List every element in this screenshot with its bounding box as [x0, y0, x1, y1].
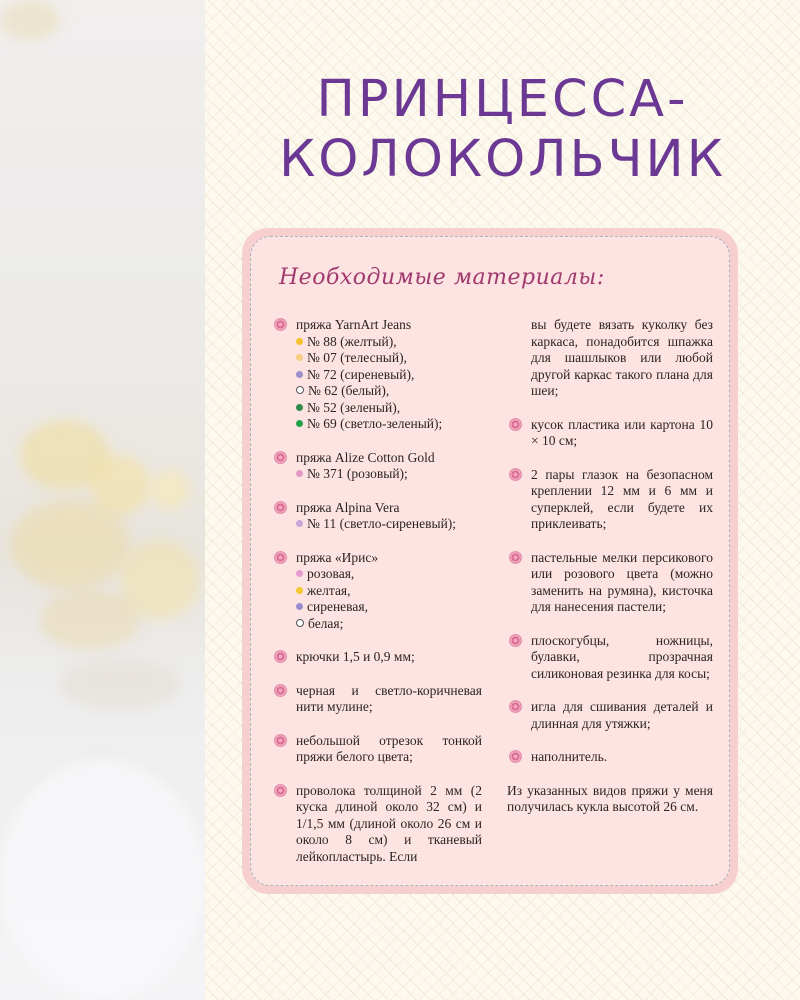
yarn-color-label: № 371 (розовый); [307, 466, 408, 481]
list-item [272, 783, 482, 866]
flower-bullet-icon [509, 700, 522, 713]
yarn-color-line [296, 416, 482, 433]
yarn-color-label: № 62 (белый), [308, 383, 390, 398]
color-dot-icon [296, 470, 303, 477]
color-dot-icon [296, 603, 303, 610]
closing-note: Из указанных видов пряжи у меня получилась кукла высотой 26 см. [507, 782, 713, 814]
flower-bullet-icon [509, 634, 522, 647]
color-dot-icon [296, 386, 304, 394]
flower-bullet-icon [274, 684, 287, 697]
list-item [272, 733, 482, 766]
list-item [272, 317, 482, 433]
yarn-color-line [296, 367, 482, 384]
list-item-text: игла для сшивания деталей и длинная для утяжки; [531, 699, 713, 731]
color-dot-icon [296, 354, 303, 361]
list-item [507, 749, 713, 766]
flower-bullet-icon [274, 318, 287, 331]
list-item-text: пастельные мелки персикового или розового цвета (можно заменить на румяна), кисточка для нанесения пастели; [531, 549, 713, 614]
yarn-color-line [296, 350, 482, 367]
flower-bullet-icon [509, 750, 522, 763]
list-item-text: небольшой отрезок тонкой пряжи белого цвета; [296, 732, 482, 764]
list-item-text: наполнитель. [531, 749, 608, 764]
materials-card-inner [250, 236, 730, 886]
flower-bullet-icon [274, 650, 287, 663]
list-item-text: пряжа «Ирис» [296, 549, 379, 565]
yarn-color-line [296, 599, 482, 616]
title-line-1: ПРИНЦЕССА- [316, 70, 689, 129]
yarn-color-label: № 69 (светло-зеленый); [307, 416, 443, 431]
color-dot-icon [296, 338, 303, 345]
materials-heading: Необходимые материалы: [279, 265, 605, 290]
list-item [507, 417, 713, 450]
color-dot-icon [296, 420, 303, 427]
yarn-color-label: белая; [308, 615, 344, 631]
yarn-color-line [296, 566, 482, 583]
list-item-continuation: вы будете вязать куколку без каркаса, понадобится шпажка для шашлыков или любой другой каркас такого плана для шеи; [531, 317, 713, 398]
list-item-text: проволока толщиной 2 мм (2 куска длиной около 32 см) и 1/1,5 мм (длиной около 26 см и около 8 см) и тканевый лейкопластырь. Если [296, 782, 482, 864]
yarn-color-line [296, 583, 482, 600]
color-dot-icon [296, 520, 303, 527]
materials-right-column [507, 317, 713, 833]
flower-bullet-icon [274, 734, 287, 747]
color-dot-icon [296, 570, 303, 577]
flower-bullet-icon [509, 468, 522, 481]
yarn-color-label: желтая, [307, 582, 351, 598]
list-item-text: пряжа Alpina Vera [296, 499, 400, 515]
flower-bullet-icon [274, 784, 287, 797]
background-photo [0, 0, 205, 1000]
list-item [272, 500, 482, 533]
yarn-color-line [296, 616, 482, 633]
yarn-color-label: розовая, [307, 566, 355, 581]
yarn-color-label: № 07 (телесный), [307, 350, 407, 365]
list-item [272, 649, 482, 666]
yarn-color-line [296, 383, 482, 400]
yarn-color-label: № 88 (желтый), [307, 333, 397, 349]
flower-bullet-icon [509, 418, 522, 431]
list-item [507, 633, 713, 683]
materials-left-column [272, 317, 482, 882]
materials-card [242, 228, 738, 894]
list-item-text: черная и светло-коричневая нити мулине; [296, 682, 482, 714]
color-dot-icon [296, 404, 303, 411]
color-dot-icon [296, 619, 304, 627]
yarn-color-line [296, 400, 482, 417]
list-item [507, 550, 713, 616]
yarn-color-line [296, 466, 482, 483]
flower-bullet-icon [274, 451, 287, 464]
yarn-color-label: № 72 (сиреневый), [307, 366, 415, 382]
flower-bullet-icon [274, 501, 287, 514]
list-item-text: кусок пластика или картона 10 × 10 см; [531, 416, 713, 448]
flower-bullet-icon [274, 551, 287, 564]
list-item-text: пряжа Alize Cotton Gold [296, 449, 435, 465]
yarn-color-label: № 52 (зеленый), [307, 399, 401, 415]
list-item [507, 467, 713, 533]
list-item [272, 550, 482, 633]
yarn-color-line [296, 334, 482, 351]
list-item-text: крючки 1,5 и 0,9 мм; [296, 649, 415, 664]
yarn-color-label: № 11 (светло-сиреневый); [307, 516, 457, 531]
title-line-2: КОЛОКОЛЬЧИК [279, 130, 726, 189]
yarn-color-label: сиреневая, [307, 599, 368, 614]
flower-bullet-icon [509, 551, 522, 564]
list-item-text: пряжа YarnArt Jeans [296, 317, 412, 332]
yarn-color-line [296, 516, 482, 533]
list-item [272, 450, 482, 483]
list-item [272, 683, 482, 716]
color-dot-icon [296, 587, 303, 594]
list-item-text: 2 пары глазок на безопасном креплении 12 мм и 6 мм и суперклей, если будете их приклеивать; [531, 466, 713, 531]
list-item-text: плоскогубцы, ножницы, булавки, прозрачная силиконовая резинка для косы; [531, 632, 713, 681]
color-dot-icon [296, 371, 303, 378]
page-title [205, 70, 800, 190]
list-item [507, 699, 713, 732]
